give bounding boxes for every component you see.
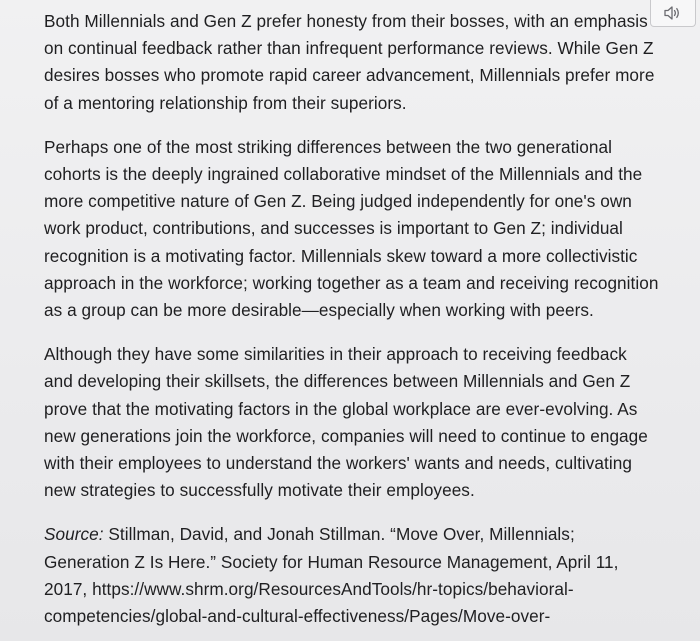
source-text: Stillman, David, and Jonah Stillman. “Move Over, Millennials; Generation Z Is Here.” Society for Human Resource Management, April 11, 2017, https://www.shrm.org/ResourcesAndTools/hr-topics/behavioral-competencies/global-and-cultural-effectiveness/Pages/Move-over- [44, 524, 619, 627]
paragraph-differences: Perhaps one of the most striking differences between the two generational cohorts is the deeply ingrained collaborative mindset of the Millennials and the more competitive nature of Gen Z. Being judged independently for one's own work product, contributions, and successes is important to Gen Z; individual recognition is a motivating factor. Millennials skew toward a more collectivistic approach in the workforce; working together as a team and receiving recognition as a group can be more desirable—especially when working with peers. [44, 136, 659, 321]
source-label: Source: [44, 524, 104, 545]
paragraph-feedback: Both Millennials and Gen Z prefer honesty from their bosses, with an emphasis on continual feedback rather than infrequent performance reviews. While Gen Z desires bosses who promote rapid career advancement, Millennials prefer more of a mentoring relationship from their superiors. [44, 11, 655, 113]
source-citation [44, 521, 660, 630]
paragraph-conclusion: Although they have some similarities in their approach to receiving feedback and developing their skillsets, the differences between Millennials and Gen Z prove that the motivating factors in the global workplace are ever-evolving. As new generations join the workforce, companies will need to continue to engage with their employees to understand the workers' wants and needs, cultivating new strategies to successfully motivate their employees. [44, 344, 648, 501]
speaker-icon [663, 5, 683, 21]
article-body [44, 8, 660, 630]
